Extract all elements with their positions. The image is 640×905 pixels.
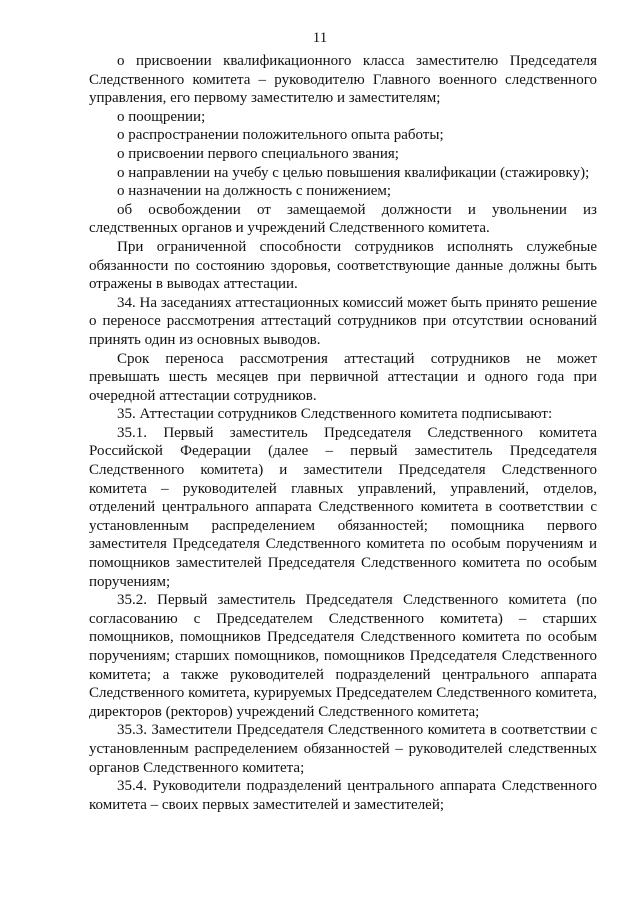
paragraph: 35.4. Руководители подразделений центрального аппарата Следственного комитета – своих первых заместителей и заместителей;	[89, 778, 597, 813]
paragraph: о направлении на учебу с целью повышения квалификации (стажировку);	[117, 164, 590, 181]
paragraph: о назначении на должность с понижением;	[117, 183, 392, 200]
paragraph: об освобождении от замещаемой должности и увольнении из следственных органов и учреждений Следственного комитета.	[89, 201, 597, 237]
paragraph: о поощрении;	[117, 108, 206, 125]
paragraph: о распространении положительного опыта работы;	[117, 127, 444, 144]
paragraph: 35. Аттестации сотрудников Следственного комитета подписывают:	[117, 406, 553, 423]
paragraph: При ограниченной способности сотрудников исполнять служебные обязанности по состоянию здоровья, соответствующие данные должны быть отражены в выводах аттестации.	[89, 238, 597, 293]
page-number: 11	[312, 30, 328, 46]
paragraph: 35.2. Первый заместитель Председателя Следственного комитета (по согласованию с Председателем Следственного комитета) – старших помощников, помощников Председателя Следственного комитета по особым поручениям; старших помощников, помощников Председателя Следственного комитета; а также руководителей подразделений центрального аппарата Следственного комитета, курируемых Председателем Следственного комитета, директоров (ректоров) учреждений Следственного комитета;	[89, 592, 597, 720]
paragraph: о присвоении квалификационного класса заместителю Председателя Следственного комитета – руководителю Главного военного следственного управления, его первому заместителю и заместителям;	[89, 53, 597, 107]
paragraph: 35.3. Заместители Председателя Следственного комитета в соответствии с установленным распределением обязанностей – руководителей следственных органов Следственного комитета;	[89, 722, 597, 776]
document-body	[89, 52, 597, 814]
paragraph: 34. На заседаниях аттестационных комиссий может быть принято решение о переносе рассмотрения аттестаций сотрудников при отсутствии оснований принять один из основных выводов.	[89, 294, 597, 348]
paragraph: Срок переноса рассмотрения аттестаций сотрудников не может превышать шесть месяцев при первичной аттестации и одного года при очередной аттестации сотрудников.	[89, 350, 597, 404]
paragraph: о присвоении первого специального звания;	[117, 145, 399, 162]
paragraph: 35.1. Первый заместитель Председателя Следственного комитета Российской Федерации (далее – первый заместитель Председателя Следственного комитета) и заместители Председателя Следственного комитета – руководителей главных управлений, управлений, отделов, отделений центрального аппарата Следственного комитета в соответствии с установленным распределением обязанностей; помощника первого заместителя Председателя Следственного комитета по особым поручениям и помощников заместителей Председателя Следственного комитета по особым поручениям;	[89, 424, 597, 590]
